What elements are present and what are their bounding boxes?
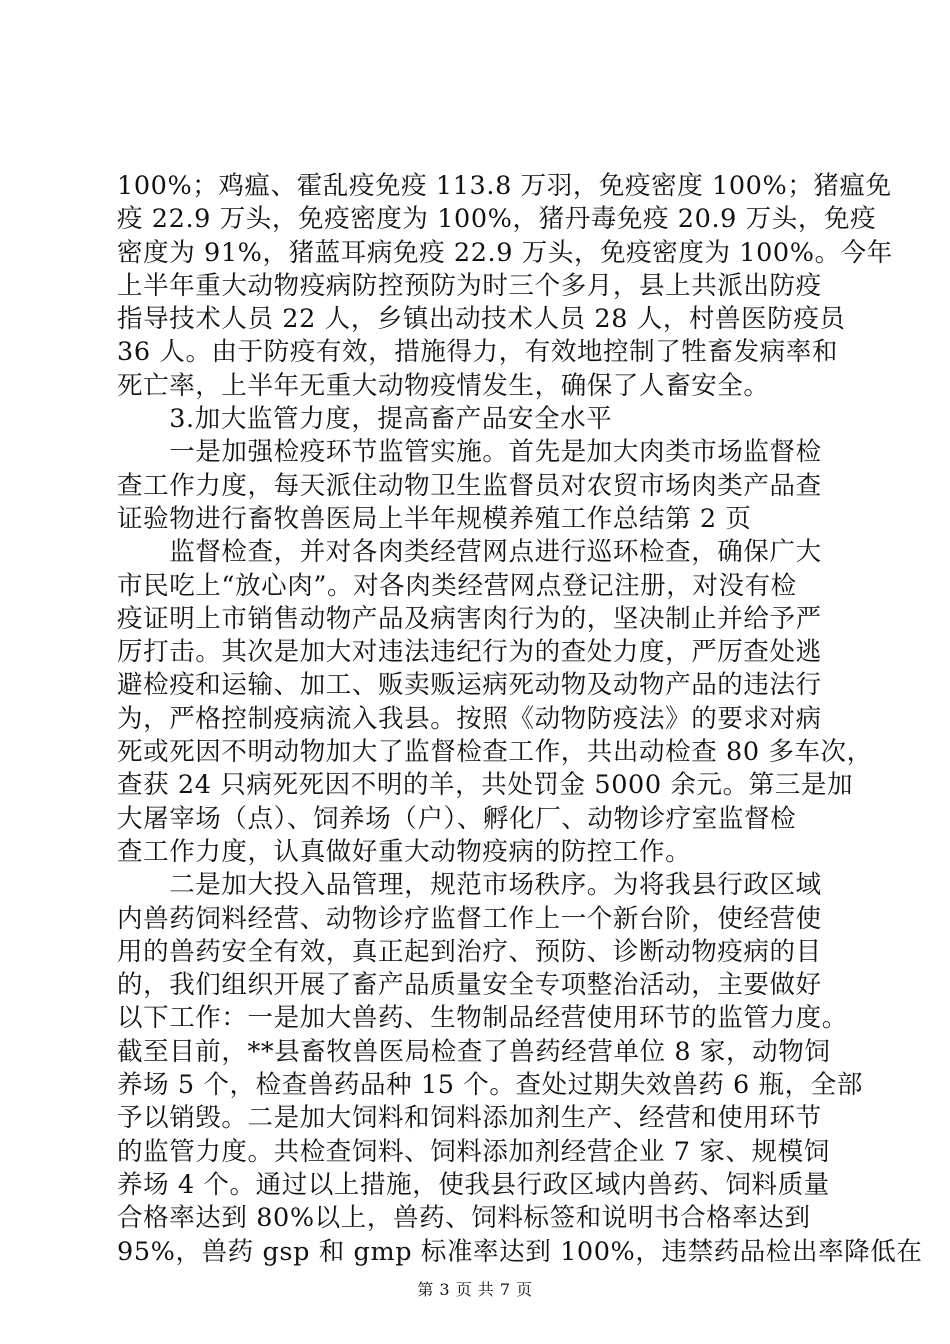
body-text: [117, 170, 923, 1269]
text-line: 的监管力度。共检查饲料、饲料添加剂经营企业 7 家、规模饲: [117, 1136, 830, 1167]
text-line: 100%；鸡瘟、霍乱疫免疫 113.8 万羽，免疫密度 100%；猪瘟免: [117, 171, 892, 201]
text-line: 死或死因不明动物加大了监督检查工作，共出动检查 80 多车次，: [117, 737, 873, 768]
text-line: 密度为 91%，猪蓝耳病免疫 22.9 万头，免疫密度为 100%。今年: [117, 237, 893, 268]
text-line: 大屠宰场（点）、饲养场（户）、孵化厂、动物诊疗室监督检: [117, 803, 797, 834]
text-line: 上半年重大动物疫病防控预防为时三个多月，县上共派出防疫: [117, 270, 822, 301]
text-line: 厉打击。其次是加大对违法违纪行为的查处力度，严厉查处逃: [117, 637, 822, 668]
text-line: 为，严格控制疫病流入我县。按照《动物防疫法》的要求对病: [117, 703, 822, 734]
text-line: 一是加强检疫环节监管实施。首先是加大肉类市场监督检: [117, 437, 822, 468]
text-line: 疫证明上市销售动物产品及病害肉行为的，坚决制止并给予严: [117, 603, 822, 634]
text-line: 36 人。由于防疫有效，措施得力，有效地控制了牲畜发病率和: [117, 337, 838, 368]
text-line: 疫 22.9 万头，免疫密度为 100%，猪丹毒免疫 20.9 万头，免疫: [117, 204, 877, 235]
text-line: 的，我们组织开展了畜产品质量安全专项整治活动，主要做好: [117, 970, 822, 1001]
text-line: 二是加大投入品管理，规范市场秩序。为将我县行政区域: [117, 870, 822, 901]
section-heading: 3.加大监管力度，提高畜产品安全水平: [117, 404, 613, 435]
text-line: 以下工作：一是加大兽药、生物制品经营使用环节的监管力度。: [117, 1003, 848, 1034]
text-line: 查工作力度，每天派住动物卫生监督员对农贸市场肉类产品查: [117, 470, 822, 501]
text-line: 截至目前，**县畜牧兽医局检查了兽药经营单位 8 家，动物饲: [117, 1036, 831, 1067]
text-line: 查工作力度，认真做好重大动物疫病的防控工作。: [117, 836, 692, 867]
text-line: 指导技术人员 22 人，乡镇出动技术人员 28 人，村兽医防疫员: [117, 304, 846, 335]
text-line: 监督检查，并对各肉类经营网点进行巡环检查，确保广大: [117, 537, 822, 568]
text-line: 养场 5 个，检查兽药品种 15 个。查处过期失效兽药 6 瓶，全部: [117, 1070, 863, 1101]
text-line: 证验物进行畜牧兽医局上半年规模养殖工作总结第 2 页: [117, 503, 752, 534]
text-line: 用的兽药安全有效，真正起到治疗、预防、诊断动物疫病的目: [117, 936, 822, 967]
page-footer: 第 3 页 共 7 页: [417, 1280, 533, 1299]
text-line: 95%，兽药 gsp 和 gmp 标准率达到 100%，违禁药品检出率降低在: [117, 1236, 923, 1267]
text-line: 避检疫和运输、加工、贩卖贩运病死动物及动物产品的违法行: [117, 670, 822, 701]
text-line: 死亡率，上半年无重大动物疫情发生，确保了人畜安全。: [117, 370, 770, 401]
text-line: 养场 4 个。通过以上措施，使我县行政区域内兽药、饲料质量: [117, 1169, 830, 1200]
text-line: 合格率达到 80%以上，兽药、饲料标签和说明书合格率达到: [117, 1203, 811, 1234]
text-line: 予以销毁。二是加大饲料和饲料添加剂生产、经营和使用环节: [117, 1103, 822, 1134]
text-line: 查获 24 只病死死因不明的羊，共处罚金 5000 余元。第三是加: [117, 770, 854, 801]
text-line: 市民吃上“放心肉”。对各肉类经营网点登记注册，对没有检: [117, 570, 797, 601]
text-line: 内兽药饲料经营、动物诊疗监督工作上一个新台阶，使经营使: [117, 903, 822, 934]
